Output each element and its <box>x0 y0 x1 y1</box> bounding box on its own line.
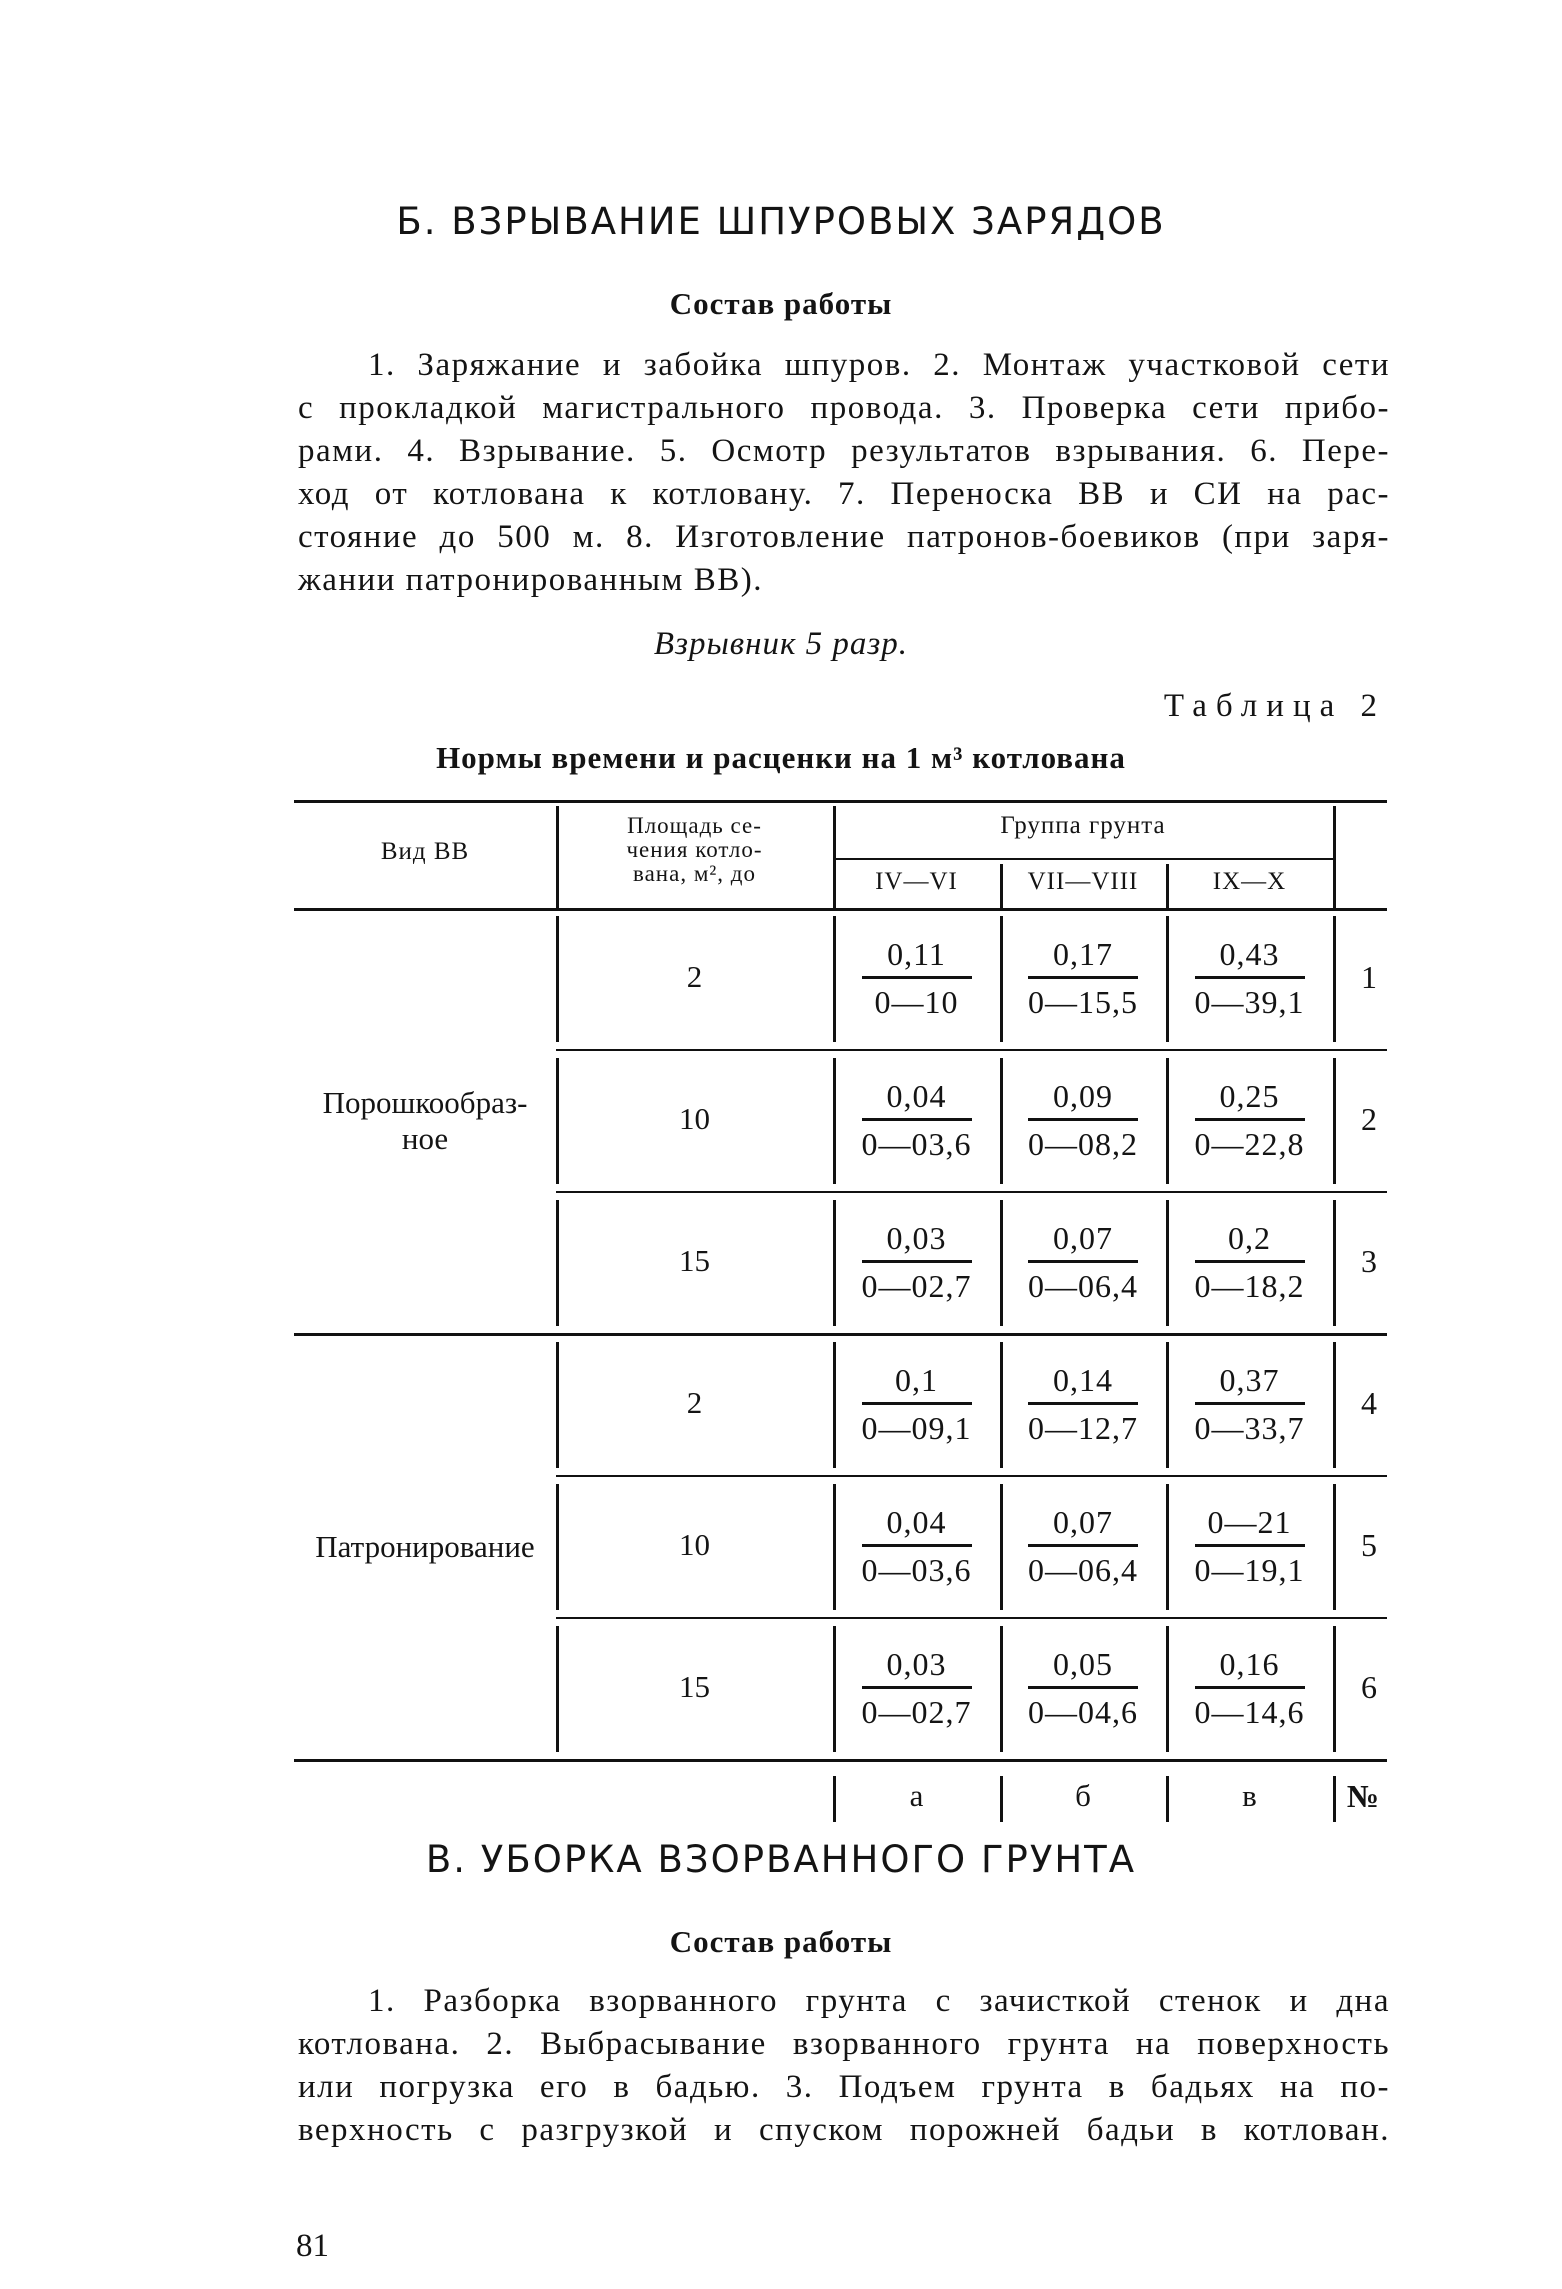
column-letter: б <box>1075 1778 1091 1813</box>
rate-price: 0—04,6 <box>1028 1694 1138 1730</box>
rate-price: 0—15,5 <box>1028 984 1138 1020</box>
time-norm: 0,2 <box>1228 1220 1271 1256</box>
composition-heading: Состав работы <box>669 286 893 321</box>
paragraph-line: жании патронированным ВВ). <box>298 562 763 598</box>
table-top-rule <box>294 800 1387 803</box>
paragraph-line: ход от котлована к котловану. 7. Переноска ВВ и СИ на рас- <box>298 476 1390 512</box>
rate-price: 0—08,2 <box>1028 1126 1138 1162</box>
time-norm: 0,05 <box>1053 1646 1113 1682</box>
rate-price: 0—14,6 <box>1194 1694 1305 1730</box>
column-rule <box>1333 916 1336 1042</box>
column-rule <box>833 1200 836 1326</box>
row-rule <box>556 1191 1387 1193</box>
header-area: Площадь се- чения котло- вана, м², до <box>626 813 763 886</box>
column-rule <box>1166 916 1169 1042</box>
row-number: 6 <box>1361 1669 1377 1705</box>
norm-rate-cell <box>858 1358 976 1449</box>
row-type-label: Патронирование <box>315 1529 535 1564</box>
rate-price: 0—10 <box>874 984 959 1020</box>
row-number: 5 <box>1361 1527 1377 1563</box>
header-group-3: IX—X <box>1212 868 1287 895</box>
column-rule <box>1000 1058 1003 1184</box>
worker-grade: Взрывник 5 разр. <box>653 626 909 662</box>
row-area: 10 <box>679 1101 710 1136</box>
section-v-paragraph <box>298 1980 1390 2152</box>
column-rule <box>833 1626 836 1752</box>
row-number: 4 <box>1361 1385 1377 1421</box>
time-norm: 0,04 <box>886 1504 947 1540</box>
time-norm: 0,17 <box>1053 936 1113 972</box>
norm-rate-cell <box>1024 1500 1142 1591</box>
column-letter: а <box>909 1778 924 1813</box>
row-area: 2 <box>686 959 703 994</box>
row-area: 15 <box>679 1243 710 1278</box>
norm-rate-cell <box>1024 1216 1142 1307</box>
rate-price: 0—02,7 <box>861 1694 972 1730</box>
norm-rate-cell <box>1191 1358 1309 1449</box>
time-norm: 0,11 <box>887 936 946 972</box>
group-header-rule <box>835 858 1333 860</box>
header-group-1: IV—VI <box>875 868 958 895</box>
time-norm: 0,07 <box>1053 1504 1113 1540</box>
header-type-ww: Вид ВВ <box>380 838 470 865</box>
norm-rate-cell <box>858 1500 976 1591</box>
paragraph-line: или погрузка его в бадью. 3. Подъем грунта в бадьях на по- <box>298 2069 1390 2105</box>
paragraph-line: 1. Заряжание и забойка шпуров. 2. Монтаж участковой сети <box>368 347 1390 383</box>
column-rule <box>833 1058 836 1184</box>
norm-rate-cell <box>1191 932 1309 1023</box>
row-area: 2 <box>686 1385 703 1420</box>
column-rule <box>1166 1342 1169 1468</box>
column-rule <box>1333 1776 1336 1822</box>
column-rule <box>1166 1200 1169 1326</box>
paragraph-line: котлована. 2. Выбрасывание взорванного грунта на поверхность <box>298 2026 1390 2062</box>
paragraph-line: 1. Разборка взорванного грунта с зачисткой стенок и дна <box>368 1983 1390 2019</box>
rate-price: 0—06,4 <box>1028 1552 1138 1588</box>
column-rule <box>833 916 836 1042</box>
norm-rate-cell <box>1024 1074 1142 1165</box>
composition-heading: Состав работы <box>669 1924 893 1959</box>
header-soil-group: Группа грунта <box>1000 812 1166 839</box>
norm-rate-cell <box>858 1074 976 1165</box>
norm-rate-cell <box>1024 932 1142 1023</box>
column-rule <box>1333 1484 1336 1610</box>
norm-rate-cell <box>858 1216 976 1307</box>
rate-price: 0—06,4 <box>1028 1268 1138 1304</box>
section-v-heading: В. УБОРКА ВЗОРВАННОГО ГРУНТА <box>425 1838 1137 1881</box>
row-area: 10 <box>679 1527 710 1562</box>
column-rule <box>1166 1484 1169 1610</box>
time-norm: 0,04 <box>886 1078 947 1114</box>
time-norm: 0,03 <box>886 1646 947 1682</box>
number-label: № <box>1346 1778 1380 1814</box>
section-rule <box>294 1333 1387 1336</box>
header-group-2: VII—VIII <box>1027 868 1139 895</box>
row-area: 15 <box>679 1669 710 1704</box>
column-rule <box>1333 1342 1336 1468</box>
rate-price: 0—12,7 <box>1028 1410 1138 1446</box>
column-rule <box>1333 1200 1336 1326</box>
column-rule <box>1000 1484 1003 1610</box>
time-norm: 0,03 <box>886 1220 947 1256</box>
rate-price: 0—33,7 <box>1194 1410 1305 1446</box>
time-norm: 0,25 <box>1219 1078 1280 1114</box>
column-rule <box>833 1484 836 1610</box>
paragraph-line: с прокладкой магистрального провода. 3. Проверка сети прибо- <box>298 390 1390 426</box>
rate-price: 0—22,8 <box>1194 1126 1305 1162</box>
row-rule <box>556 1049 1387 1051</box>
paragraph-line: рами. 4. Взрывание. 5. Осмотр результатов взрывания. 6. Пере- <box>298 433 1390 469</box>
column-rule <box>1000 1200 1003 1326</box>
section-rule <box>294 1759 1387 1762</box>
rate-price: 0—02,7 <box>861 1268 972 1304</box>
time-norm: 0,07 <box>1053 1220 1113 1256</box>
norm-rate-cell <box>1191 1642 1309 1733</box>
table-caption: Нормы времени и расценки на 1 м³ котлована <box>436 740 1126 775</box>
row-rule <box>556 1475 1387 1477</box>
row-number: 2 <box>1361 1101 1377 1137</box>
rate-price: 0—09,1 <box>861 1410 972 1446</box>
rate-price: 0—39,1 <box>1194 984 1305 1020</box>
norm-rate-cell <box>1191 1216 1309 1307</box>
page-number: 81 <box>296 2228 329 2264</box>
paragraph-line: верхность с разгрузкой и спуском порожней бадьи в котлован. <box>298 2112 1390 2148</box>
row-number: 1 <box>1361 959 1377 995</box>
section-b-heading: Б. ВЗРЫВАНИЕ ШПУРОВЫХ ЗАРЯДОВ <box>396 200 1166 243</box>
column-rule <box>1000 916 1003 1042</box>
column-rule <box>833 1342 836 1468</box>
norm-rate-cell <box>1191 1500 1309 1591</box>
time-norm: 0,16 <box>1219 1646 1280 1682</box>
norm-rate-cell <box>858 932 976 1023</box>
column-rule <box>1333 1058 1336 1184</box>
row-type-label: Порошкообраз- ное <box>322 1085 528 1156</box>
row-number: 3 <box>1361 1243 1377 1279</box>
rate-price: 0—03,6 <box>861 1126 972 1162</box>
header-bottom-rule <box>294 908 1387 911</box>
column-rule <box>1000 1342 1003 1468</box>
column-rule <box>1166 1626 1169 1752</box>
time-norm: 0,43 <box>1219 936 1280 972</box>
time-norm: 0,14 <box>1053 1362 1113 1398</box>
column-letter: в <box>1242 1778 1257 1813</box>
time-norm: 0,37 <box>1219 1362 1280 1398</box>
column-rule <box>1166 1058 1169 1184</box>
norm-rate-cell <box>858 1642 976 1733</box>
row-rule <box>556 1617 1387 1619</box>
column-rule <box>1333 806 1336 908</box>
rate-price: 0—18,2 <box>1194 1268 1305 1304</box>
rate-price: 0—03,6 <box>861 1552 972 1588</box>
norm-rate-cell <box>1024 1358 1142 1449</box>
time-norm: 0—21 <box>1207 1504 1292 1540</box>
column-rule <box>1000 1626 1003 1752</box>
norm-rate-cell <box>1024 1642 1142 1733</box>
time-norm: 0,09 <box>1053 1078 1113 1114</box>
norm-rate-cell <box>1191 1074 1309 1165</box>
table-label: Таблица 2 <box>1163 688 1386 724</box>
paragraph-line: стояние до 500 м. 8. Изготовление патронов-боевиков (при заря- <box>298 519 1390 555</box>
column-rule <box>1333 1626 1336 1752</box>
time-norm: 0,1 <box>895 1362 938 1398</box>
section-b-paragraph <box>298 344 1390 602</box>
rate-price: 0—19,1 <box>1194 1552 1305 1588</box>
